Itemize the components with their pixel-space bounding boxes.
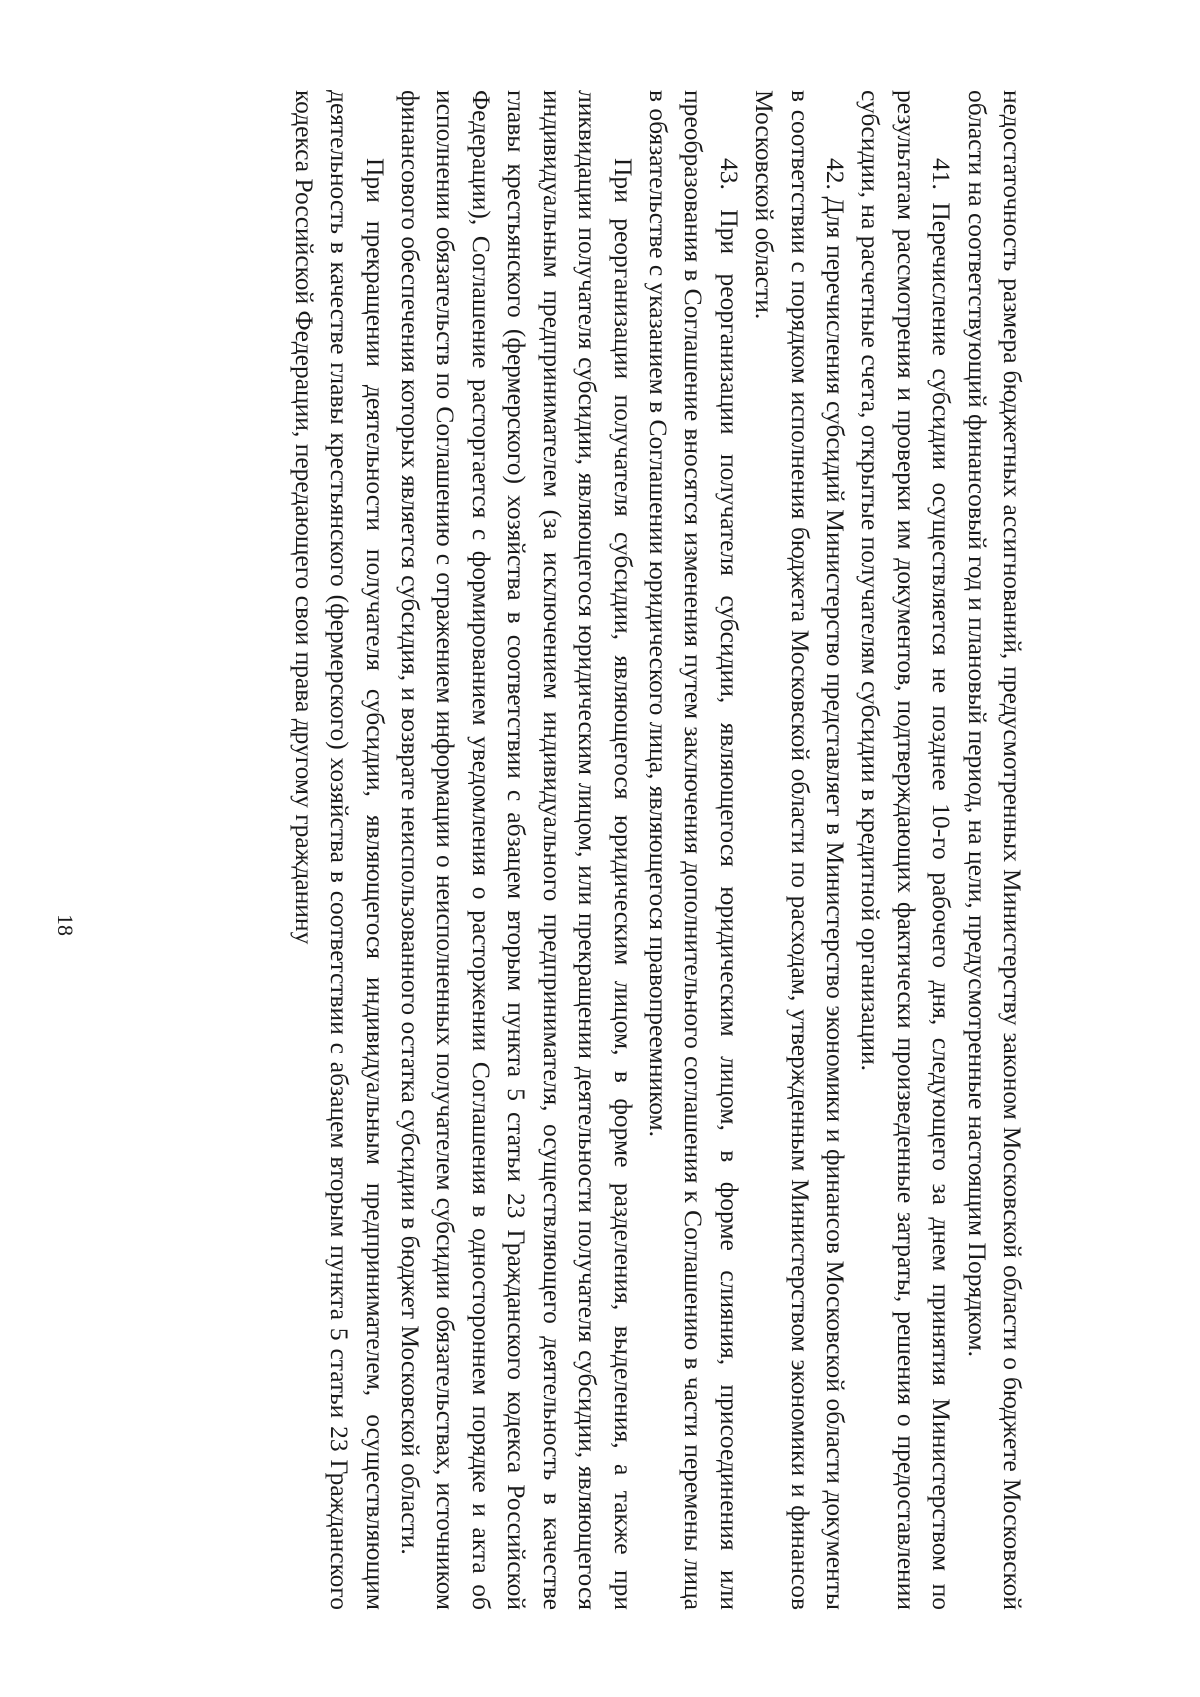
paragraph-reorganization-liquidation: При реорганизации получателя субсидии, являющегося юридическим лицом, в форме разделения, выделения, а также при ликвидации получателя субсидии, являющегося юридическим лицом, или прекращении деятельности получателя субсидии, являющегося индивидуальным предпринимателем (за исключением индивидуального предпринимателя, осуществляющего деятельность в качестве главы крестьянского (фермерского) хозяйства в соответствии с абзацем вторым пункта 5 статьи 23 Гражданского кодекса Российской Федерации), Соглашение расторгается с формированием уведомления о расторжении Соглашения в одностороннем порядке и акта об исполнении обязательств по Соглашению с отражением информации о неисполненных получателем субсидии обязательствах, источником финансового обеспечения которых является субсидия, и возврате неиспользованного остатка субсидии в бюджет Московской области. (396, 90, 638, 1610)
paragraph-termination-entrepreneur: При прекращении деятельности получателя субсидии, являющегося индивидуальным предпринимателем, осуществляющим деятельность в качестве главы крестьянского (фермерского) хозяйства в соответствии с абзацем вторым пункта 5 статьи 23 Гражданского кодекса Российской Федерации, передающего свои права другому гражданину (289, 90, 390, 1610)
paragraph-43-reorganization: 43. При реорганизации получателя субсидии, являющегося юридическим лицом, в форме слияния, присоединения или преобразования в Соглашение вносятся изменения путем заключения дополнительного соглашения к Соглашению в части перемены лица в обязательстве с указанием в Соглашении юридического лица, являющегося правопреемником. (643, 90, 744, 1610)
page-number-text: 18 (53, 914, 78, 936)
paragraph-budget-insufficiency: недостаточность размера бюджетных ассигнований, предусмотренных Министерству законом Московской области о бюджете Московской области на соответствующий финансовый год и плановый период, на цели, предусмотренные настоящим Порядком. (962, 90, 1027, 1610)
paragraph-41-subsidy-transfer: 41. Перечисление субсидии осуществляется не позднее 10-го рабочего дня, следующего за днем принятия Министерством по результатам рассмотрения и проверки им документов, подтверждающих фактически произведенные затраты, решения о предоставлении субсидии, на расчетные счета, открытые получателям субсидии в кредитной организации. (856, 90, 957, 1610)
paragraph-42-documents: 42. Для перечисления субсидий Министерство представляет в Министерство экономики и финансов Московской области документы в соответствии с порядком исполнения бюджета Московской области по расходам, утвержденным Министерством экономики и финансов Московской области. (750, 90, 850, 1610)
document-body (286, 90, 1030, 1610)
